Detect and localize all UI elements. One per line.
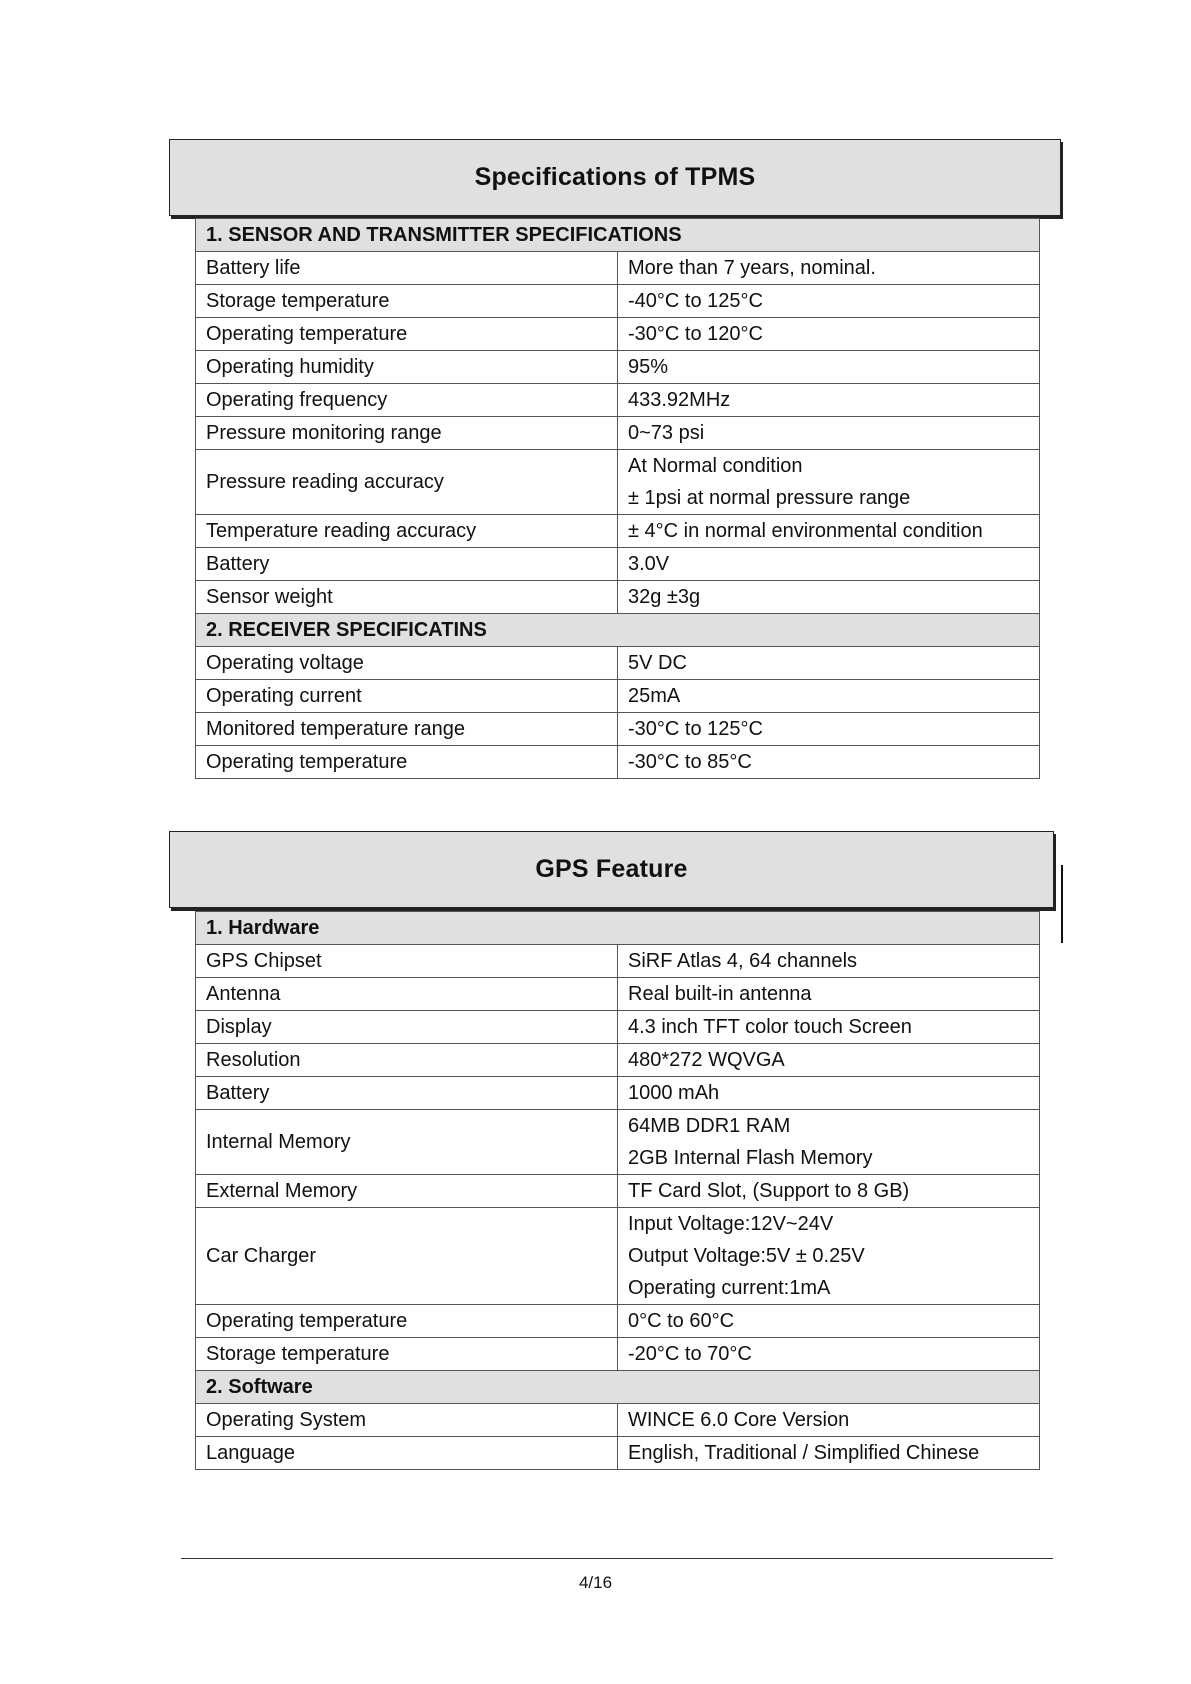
spec-value-line: 25mA — [628, 685, 681, 707]
table-row — [196, 548, 1040, 581]
spec-label: Operating temperature — [196, 1305, 618, 1338]
spec-value-line: 4.3 inch TFT color touch Screen — [628, 1016, 912, 1038]
spec-value-line: -20°C to 70°C — [628, 1343, 752, 1365]
spec-value — [618, 450, 1040, 515]
table-row — [196, 318, 1040, 351]
table-row — [196, 713, 1040, 746]
spec-value-line: WINCE 6.0 Core Version — [628, 1409, 850, 1431]
section-heading-row — [196, 614, 1040, 647]
table-row — [196, 1208, 1040, 1305]
section-heading-row — [196, 1371, 1040, 1404]
table-row — [196, 384, 1040, 417]
spec-label: Battery — [196, 1077, 618, 1110]
spec-value — [618, 1110, 1040, 1175]
spec-value — [618, 1208, 1040, 1305]
section-heading: 1. SENSOR AND TRANSMITTER SPECIFICATIONS — [196, 219, 1040, 252]
gps-title: GPS Feature — [169, 831, 1054, 908]
section-heading: 2. Software — [196, 1371, 1040, 1404]
table-row — [196, 1110, 1040, 1175]
spec-label: Operating frequency — [196, 384, 618, 417]
spec-value-line: 480*272 WQVGA — [628, 1049, 785, 1071]
spec-label: Operating System — [196, 1404, 618, 1437]
spec-value-line: 95% — [628, 356, 669, 378]
spec-value-line: 0°C to 60°C — [628, 1310, 735, 1332]
spec-value-line: English, Traditional / Simplified Chinese — [628, 1442, 980, 1464]
table-row — [196, 1044, 1040, 1077]
spec-value-line: TF Card Slot, (Support to 8 GB) — [628, 1180, 910, 1202]
spec-value — [618, 1077, 1040, 1110]
spec-label: Storage temperature — [196, 285, 618, 318]
section-heading: 2. RECEIVER SPECIFICATINS — [196, 614, 1040, 647]
spec-value-line: 5V DC — [628, 652, 687, 674]
spec-value — [618, 746, 1040, 779]
table-row — [196, 647, 1040, 680]
spec-value — [618, 351, 1040, 384]
spec-label: Operating current — [196, 680, 618, 713]
spec-value-line: 0~73 psi — [628, 422, 705, 444]
spec-value-line: 3.0V — [628, 553, 670, 575]
spec-value-line: ± 4°C in normal environmental condition — [628, 520, 983, 542]
table-row — [196, 515, 1040, 548]
spec-value-line: -40°C to 125°C — [628, 290, 763, 312]
spec-value-line: ± 1psi at normal pressure range — [628, 487, 911, 509]
table-row — [196, 746, 1040, 779]
table-row — [196, 252, 1040, 285]
title-box-edge — [1059, 865, 1063, 943]
gps-spec-table — [195, 911, 1040, 1470]
spec-value — [618, 581, 1040, 614]
table-row — [196, 945, 1040, 978]
spec-label: Operating temperature — [196, 318, 618, 351]
spec-value — [618, 1437, 1040, 1470]
spec-value-line: 433.92MHz — [628, 389, 731, 411]
spec-label: Operating humidity — [196, 351, 618, 384]
table-row — [196, 1437, 1040, 1470]
spec-label: Pressure reading accuracy — [196, 450, 618, 515]
spec-label: Language — [196, 1437, 618, 1470]
spec-value-line: SiRF Atlas 4, 64 channels — [628, 950, 858, 972]
spec-value — [618, 515, 1040, 548]
table-row — [196, 1338, 1040, 1371]
spec-value-line: -30°C to 120°C — [628, 323, 763, 345]
spec-label: Monitored temperature range — [196, 713, 618, 746]
table-row — [196, 680, 1040, 713]
section-heading-row — [196, 219, 1040, 252]
spec-value-line: 32g ±3g — [628, 586, 701, 608]
table-row — [196, 450, 1040, 515]
spec-value — [618, 1044, 1040, 1077]
spec-value-line: 2GB Internal Flash Memory — [628, 1147, 873, 1169]
spec-value-line: Real built-in antenna — [628, 983, 812, 1005]
spec-value-line: Operating current:1mA — [628, 1277, 831, 1299]
spec-value-line: Input Voltage:12V~24V — [628, 1213, 834, 1235]
spec-value-line: More than 7 years, nominal. — [628, 257, 876, 279]
spec-value — [618, 713, 1040, 746]
spec-value-line: Output Voltage:5V ± 0.25V — [628, 1245, 865, 1267]
spec-value — [618, 417, 1040, 450]
section-heading-row — [196, 912, 1040, 945]
spec-value — [618, 1404, 1040, 1437]
table-row — [196, 351, 1040, 384]
spec-value — [618, 1338, 1040, 1371]
spec-value-line: At Normal condition — [628, 455, 803, 477]
tpms-title: Specifications of TPMS — [169, 139, 1061, 216]
spec-value — [618, 1011, 1040, 1044]
table-row — [196, 1175, 1040, 1208]
spec-value-line: 1000 mAh — [628, 1082, 720, 1104]
footer-rule — [181, 1558, 1053, 1559]
spec-value — [618, 548, 1040, 581]
tpms-spec-table — [195, 218, 1040, 779]
section-heading: 1. Hardware — [196, 912, 1040, 945]
spec-label: Battery — [196, 548, 618, 581]
spec-value — [618, 285, 1040, 318]
table-row — [196, 1011, 1040, 1044]
spec-label: Display — [196, 1011, 618, 1044]
spec-value — [618, 978, 1040, 1011]
spec-label: Sensor weight — [196, 581, 618, 614]
table-row — [196, 417, 1040, 450]
spec-label: Antenna — [196, 978, 618, 1011]
spec-value-line: 64MB DDR1 RAM — [628, 1115, 791, 1137]
table-row — [196, 978, 1040, 1011]
spec-value-line: -30°C to 125°C — [628, 718, 763, 740]
spec-label: Operating voltage — [196, 647, 618, 680]
spec-value-line: -30°C to 85°C — [628, 751, 752, 773]
spec-value — [618, 647, 1040, 680]
spec-value — [618, 680, 1040, 713]
spec-value — [618, 945, 1040, 978]
table-row — [196, 1305, 1040, 1338]
spec-value — [618, 318, 1040, 351]
table-row — [196, 1404, 1040, 1437]
spec-label: Car Charger — [196, 1208, 618, 1305]
spec-label: Storage temperature — [196, 1338, 618, 1371]
table-row — [196, 581, 1040, 614]
spec-value — [618, 252, 1040, 285]
spec-label: Temperature reading accuracy — [196, 515, 618, 548]
page-number: 4/16 — [578, 1573, 613, 1592]
spec-label: Internal Memory — [196, 1110, 618, 1175]
spec-value — [618, 1305, 1040, 1338]
table-row — [196, 285, 1040, 318]
spec-label: GPS Chipset — [196, 945, 618, 978]
spec-label: Operating temperature — [196, 746, 618, 779]
spec-label: Pressure monitoring range — [196, 417, 618, 450]
spec-label: External Memory — [196, 1175, 618, 1208]
table-row — [196, 1077, 1040, 1110]
spec-label: Resolution — [196, 1044, 618, 1077]
spec-value — [618, 384, 1040, 417]
spec-value — [618, 1175, 1040, 1208]
spec-label: Battery life — [196, 252, 618, 285]
